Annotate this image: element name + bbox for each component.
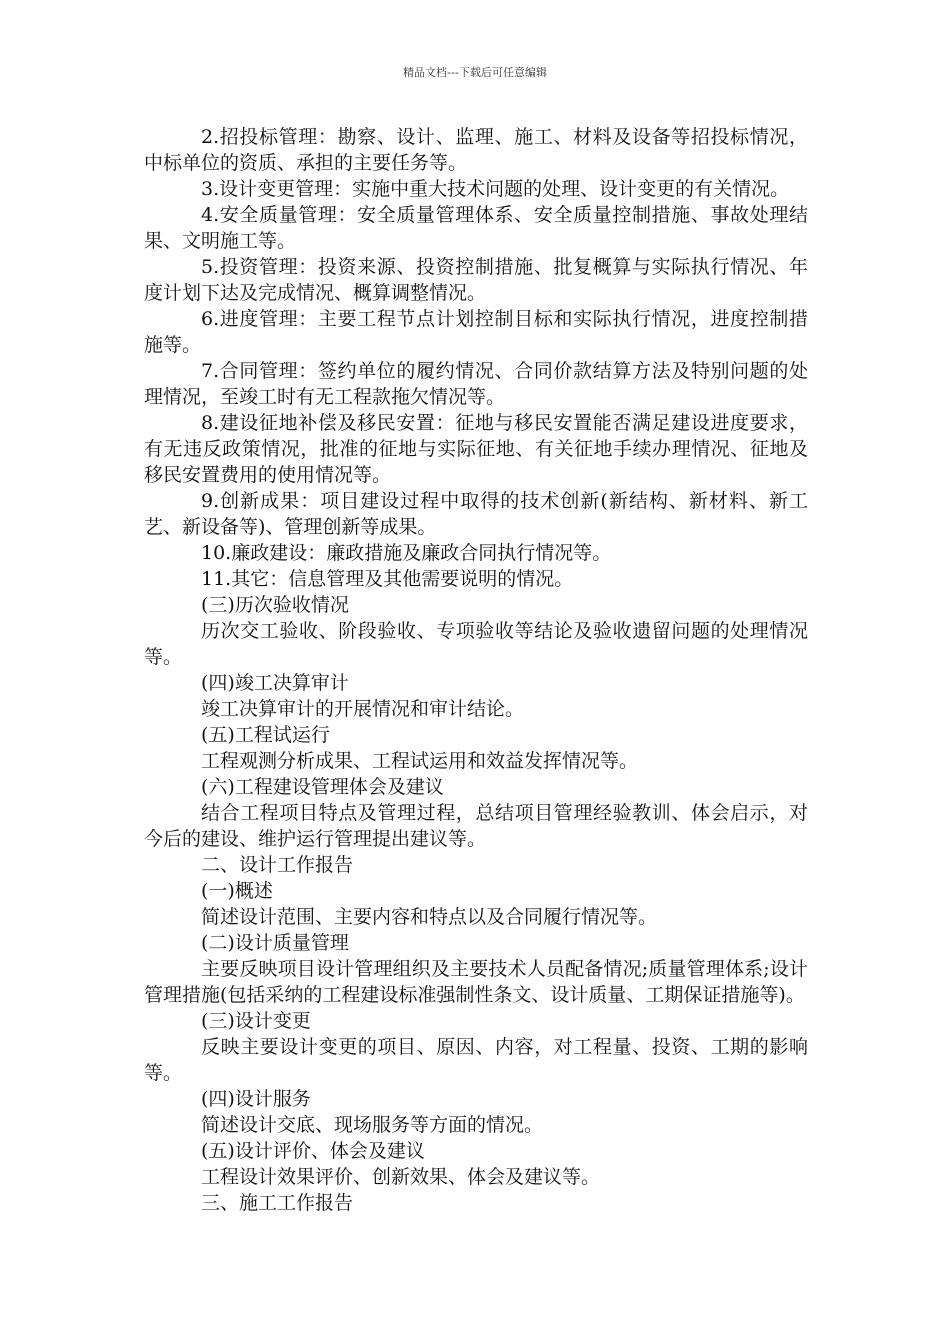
paragraph-safety-quality: 4.安全质量管理：安全质量管理体系、安全质量控制措施、事故处理结果、文明施工等。 [144, 204, 808, 252]
paragraph-trial-operation: 工程观测分析成果、工程试运用和效益发挥情况等。 [201, 750, 639, 772]
paragraph-experience: 结合工程项目特点及管理过程，总结项目管理经验教训、体会启示，对今后的建设、维护运行管理提出建议等。 [144, 802, 808, 850]
document-body [144, 124, 808, 1216]
section-heading-trial-operation: (五)工程试运行 [201, 724, 330, 746]
section-heading-experience: (六)工程建设管理体会及建议 [201, 776, 444, 798]
section-heading-overview: (一)概述 [201, 880, 273, 902]
chapter-heading-construction-report: 三、施工工作报告 [201, 1192, 354, 1214]
chapter-heading-design-report: 二、设计工作报告 [201, 854, 354, 876]
paragraph-contract: 7.合同管理：签约单位的履约情况、合同价款结算方法及特别问题的处理情况，至竣工时有无工程款拖欠情况等。 [144, 360, 808, 408]
section-heading-design-quality: (二)设计质量管理 [201, 932, 349, 954]
paragraph-integrity: 10.廉政建设：廉政措施及廉政合同执行情况等。 [201, 542, 612, 564]
paragraph-overview: 简述设计范围、主要内容和特点以及合同履行情况等。 [201, 906, 658, 928]
section-heading-design-change: (三)设计变更 [201, 1010, 311, 1032]
section-heading-audit: (四)竣工决算审计 [201, 672, 349, 694]
page-header: 精品文档---下载后可任意编辑 [403, 66, 547, 79]
paragraph-other: 11.其它：信息管理及其他需要说明的情况。 [201, 568, 574, 590]
section-heading-design-service: (四)设计服务 [201, 1088, 311, 1110]
paragraph-design-service: 简述设计交底、现场服务等方面的情况。 [201, 1114, 544, 1136]
paragraph-audit: 竣工决算审计的开展情况和审计结论。 [201, 698, 525, 720]
paragraph-bidding: 2.招投标管理：勘察、设计、监理、施工、材料及设备等招投标情况，中标单位的资质、承担的主要任务等。 [144, 126, 808, 174]
paragraph-land-resettlement: 8.建设征地补偿及移民安置：征地与移民安置能否满足建设进度要求，有无违反政策情况，批准的征地与实际征地、有关征地手续办理情况、征地及移民安置费用的使用情况等。 [144, 412, 808, 486]
paragraph-schedule: 6.进度管理：主要工程节点计划控制目标和实际执行情况，进度控制措施等。 [144, 308, 808, 356]
paragraph-design-quality: 主要反映项目设计管理组织及主要技术人员配备情况;质量管理体系;设计管理措施(包括采纳的工程建设标准强制性条文、设计质量、工期保证措施等)。 [144, 958, 808, 1006]
paragraph-innovation: 9.创新成果：项目建设过程中取得的技术创新(新结构、新材料、新工艺、新设备等)、管理创新等成果。 [144, 490, 808, 538]
section-heading-design-evaluation: (五)设计评价、体会及建议 [201, 1140, 425, 1162]
section-heading-acceptance: (三)历次验收情况 [201, 594, 349, 616]
paragraph-design-change: 3.设计变更管理：实施中重大技术问题的处理、设计变更的有关情况。 [201, 178, 790, 200]
paragraph-design-evaluation: 工程设计效果评价、创新效果、体会及建议等。 [201, 1166, 601, 1188]
paragraph-design-change-detail: 反映主要设计变更的项目、原因、内容，对工程量、投资、工期的影响等。 [144, 1036, 808, 1084]
paragraph-investment: 5.投资管理：投资来源、投资控制措施、批复概算与实际执行情况、年度计划下达及完成情况、概算调整情况。 [144, 256, 808, 304]
paragraph-acceptance: 历次交工验收、阶段验收、专项验收等结论及验收遗留问题的处理情况等。 [144, 620, 808, 668]
